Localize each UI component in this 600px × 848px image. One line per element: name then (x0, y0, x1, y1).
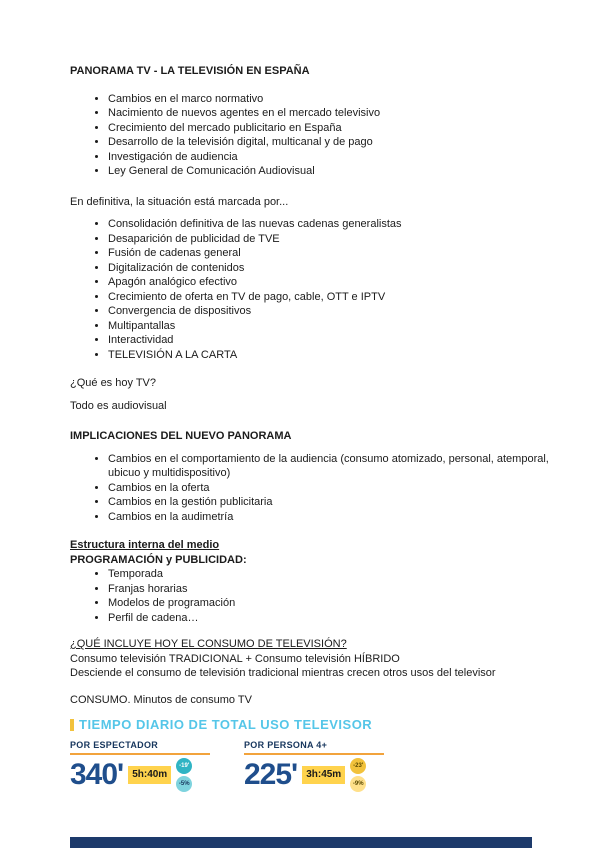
tv-usage-infographic (70, 717, 560, 792)
list-item: • Digitalización de contenidos (108, 261, 560, 276)
stat-block-espectador (70, 740, 210, 792)
list-item: • Perfil de cadena… (108, 611, 560, 626)
doc-title: PANORAMA TV - LA TELEVISIÓN EN ESPAÑA (70, 65, 310, 77)
list-item: • Desaparición de publicidad de TVE (108, 232, 560, 247)
delta-badge: -19' (176, 758, 192, 774)
consumption-caption: CONSUMO. Minutos de consumo TV (70, 693, 252, 706)
stat-value: 340' (70, 758, 124, 791)
delta-badge: -9% (350, 776, 366, 792)
stats-row (70, 740, 560, 792)
list-item: • Multipantallas (108, 319, 560, 334)
answer-tv: Todo es audiovisual (70, 399, 167, 412)
programming-heading: PROGRAMACIÓN y PUBLICIDAD: (70, 553, 247, 566)
implications-bullet-list (70, 452, 560, 525)
list-item: • Franjas horarias (108, 582, 560, 597)
programming-bullet-list (70, 567, 560, 625)
list-item: • Apagón analógico efectivo (108, 275, 560, 290)
list-item: • Convergencia de dispositivos (108, 304, 560, 319)
list-item: • Desarrollo de la televisión digital, multicanal y de pago (108, 135, 560, 150)
duration-badge: 3h:45m (302, 766, 345, 784)
stat-value: 225' (244, 758, 298, 791)
list-item: • Investigación de audiencia (108, 150, 560, 165)
consumption-line-2: Desciende el consumo de televisión tradicional mientras crecen otros usos del televisor (70, 667, 496, 679)
list-item: • Cambios en la oferta (108, 481, 560, 496)
delta-badges (176, 758, 192, 792)
list-item: • Ley General de Comunicación Audiovisual (108, 164, 560, 179)
list-item: • Nacimiento de nuevos agentes en el mercado televisivo (108, 106, 560, 121)
list-item: • Modelos de programación (108, 596, 560, 611)
question-tv: ¿Qué es hoy TV? (70, 377, 157, 389)
list-item: • TELEVISIÓN A LA CARTA (108, 348, 560, 363)
duration-badge: 5h:40m (128, 766, 171, 784)
list-item: • Crecimiento del mercado publicitario en España (108, 121, 560, 136)
list-item: • Cambios en el comportamiento de la audiencia (consumo atomizado, personal, atemporal, ubicuo y multidispositivo) (108, 452, 560, 481)
list-item: • Cambios en la audimetría (108, 510, 560, 525)
list-item: • Temporada (108, 567, 560, 582)
list-item: • Interactividad (108, 333, 560, 348)
infographic-title: TIEMPO DIARIO DE TOTAL USO TELEVISOR (79, 717, 373, 732)
list-item: • Consolidación definitiva de las nuevas cadenas generalistas (108, 217, 560, 232)
situation-paragraph: En definitiva, la situación está marcada por... (70, 195, 289, 208)
implications-heading: IMPLICACIONES DEL NUEVO PANORAMA (70, 430, 292, 442)
stat-label: POR ESPECTADOR (70, 740, 210, 755)
delta-badge: -5% (176, 776, 192, 792)
list-item: • Cambios en la gestión publicitaria (108, 495, 560, 510)
list-item: • Cambios en el marco normativo (108, 92, 560, 107)
infographic-footer-bar (70, 837, 532, 848)
list-item: • Crecimiento de oferta en TV de pago, cable, OTT e IPTV (108, 290, 560, 305)
stat-label: POR PERSONA 4+ (244, 740, 384, 755)
stat-value-row (70, 758, 210, 792)
list-item: • Fusión de cadenas general (108, 246, 560, 261)
delta-badges (350, 758, 366, 792)
title-accent-icon (70, 719, 74, 731)
stat-value-row (244, 758, 384, 792)
infographic-title-row (70, 717, 560, 733)
intro-bullet-list (70, 92, 560, 179)
delta-badge: -23' (350, 758, 366, 774)
consumption-question: ¿QUÉ INCLUYE HOY EL CONSUMO DE TELEVISIÓN? (70, 638, 347, 650)
stat-block-persona (244, 740, 384, 792)
situation-bullet-list (70, 217, 560, 362)
consumption-line-1: Consumo televisión TRADICIONAL + Consumo televisión HÍBRIDO (70, 652, 400, 665)
structure-heading: Estructura interna del medio (70, 539, 220, 551)
